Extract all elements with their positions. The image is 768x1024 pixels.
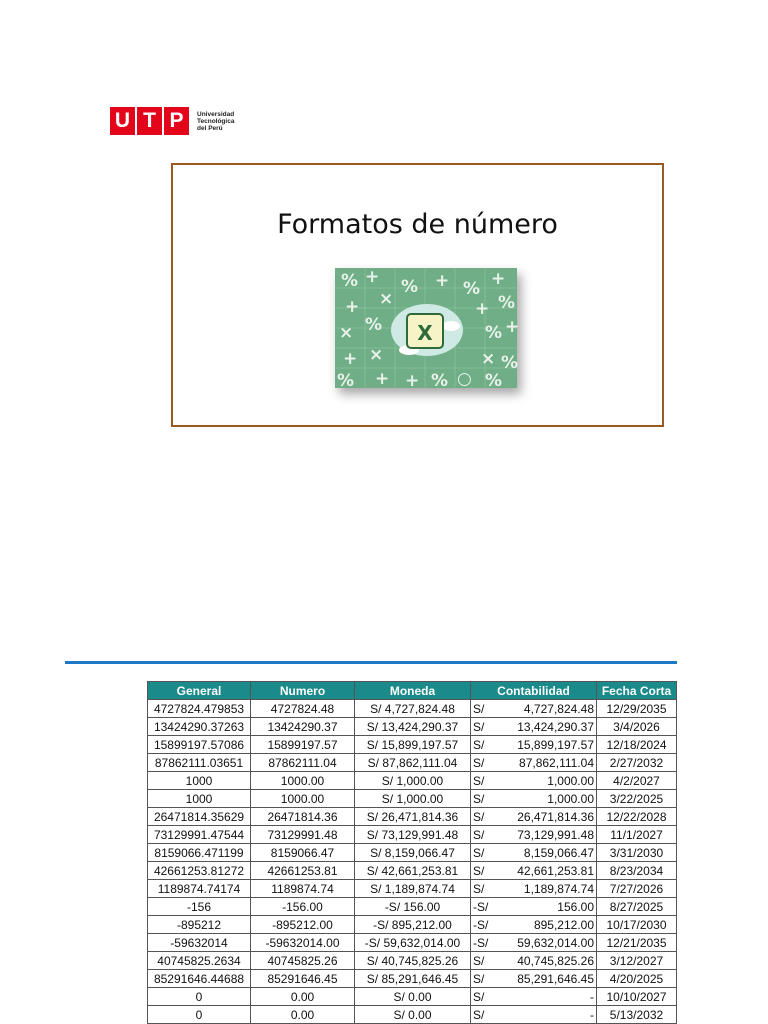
svg-text:%: % xyxy=(431,371,449,391)
cell-fecha-corta: 3/12/2027 xyxy=(597,952,677,970)
cell-contabilidad-amount: 4,727,824.48 xyxy=(495,700,596,718)
cell-general: 13424290.37263 xyxy=(148,718,251,736)
cell-numero: 73129991.48 xyxy=(251,826,355,844)
svg-text:%: % xyxy=(498,293,516,313)
cell-general: 1000 xyxy=(148,772,251,790)
cell-moneda: -S/ 59,632,014.00 xyxy=(355,934,471,952)
cell-contabilidad-symbol: S/ xyxy=(471,790,496,808)
cell-general: 0 xyxy=(148,988,251,1006)
cell-contabilidad-amount: - xyxy=(495,1006,596,1024)
cell-contabilidad-symbol: S/ xyxy=(471,952,496,970)
cell-contabilidad-symbol: S/ xyxy=(471,808,496,826)
cell-general: 8159066.471199 xyxy=(148,844,251,862)
svg-text:+: + xyxy=(405,371,420,391)
cell-contabilidad-amount: 15,899,197.57 xyxy=(495,736,596,754)
utp-logo xyxy=(110,107,234,135)
cell-contabilidad-amount: 13,424,290.37 xyxy=(495,718,596,736)
table-header-row xyxy=(148,682,677,700)
svg-text:+: + xyxy=(365,267,380,287)
logo-line-3: del Perú xyxy=(197,124,223,132)
svg-text:×: × xyxy=(481,349,496,369)
table-row xyxy=(148,880,677,898)
table-body xyxy=(148,700,677,1024)
cell-contabilidad-symbol: -S/ xyxy=(471,916,496,934)
cell-general: 87862111.03651 xyxy=(148,754,251,772)
svg-text:+: + xyxy=(505,317,520,337)
table-row xyxy=(148,1006,677,1024)
cell-contabilidad-amount: 85,291,646.45 xyxy=(495,970,596,988)
svg-text:%: % xyxy=(341,271,359,291)
cell-numero: 4727824.48 xyxy=(251,700,355,718)
cell-numero: 13424290.37 xyxy=(251,718,355,736)
cell-general: -156 xyxy=(148,898,251,916)
svg-text:×: × xyxy=(339,323,354,343)
cell-contabilidad-amount: 1,000.00 xyxy=(495,772,596,790)
cell-general: 4727824.479853 xyxy=(148,700,251,718)
logo-caption xyxy=(197,111,234,132)
cell-general: 15899197.57086 xyxy=(148,736,251,754)
svg-text:%: % xyxy=(401,277,419,297)
cell-contabilidad-symbol: S/ xyxy=(471,718,496,736)
cell-contabilidad-amount: 1,189,874.74 xyxy=(495,880,596,898)
header-general: General xyxy=(148,682,251,700)
cell-moneda: -S/ 156.00 xyxy=(355,898,471,916)
cell-moneda: S/ 1,189,874.74 xyxy=(355,880,471,898)
cell-contabilidad-amount: 73,129,991.48 xyxy=(495,826,596,844)
header-moneda: Moneda xyxy=(355,682,471,700)
cell-numero: 85291646.45 xyxy=(251,970,355,988)
svg-text:%: % xyxy=(365,315,383,335)
cell-fecha-corta: 4/2/2027 xyxy=(597,772,677,790)
cell-numero: 1189874.74 xyxy=(251,880,355,898)
svg-text:+: + xyxy=(345,297,360,317)
cell-moneda: S/ 1,000.00 xyxy=(355,790,471,808)
cell-contabilidad-amount: 156.00 xyxy=(495,898,596,916)
table-row xyxy=(148,934,677,952)
excel-math-illustration xyxy=(335,267,520,391)
cell-moneda: S/ 42,661,253.81 xyxy=(355,862,471,880)
cell-fecha-corta: 2/27/2032 xyxy=(597,754,677,772)
cell-contabilidad-amount: 8,159,066.47 xyxy=(495,844,596,862)
cell-general: 85291646.44688 xyxy=(148,970,251,988)
cell-fecha-corta: 8/27/2025 xyxy=(597,898,677,916)
cell-numero: -156.00 xyxy=(251,898,355,916)
header-contabilidad: Contabilidad xyxy=(471,682,597,700)
cell-contabilidad-symbol: S/ xyxy=(471,880,496,898)
cell-moneda: S/ 85,291,646.45 xyxy=(355,970,471,988)
header-fecha-corta: Fecha Corta xyxy=(597,682,677,700)
cell-contabilidad-symbol: S/ xyxy=(471,988,496,1006)
cell-fecha-corta: 10/17/2030 xyxy=(597,916,677,934)
cell-contabilidad-amount: 40,745,825.26 xyxy=(495,952,596,970)
cell-contabilidad-symbol: S/ xyxy=(471,700,496,718)
cell-contabilidad-symbol: S/ xyxy=(471,970,496,988)
table-row xyxy=(148,916,677,934)
cell-contabilidad-amount: 1,000.00 xyxy=(495,790,596,808)
cell-moneda: S/ 4,727,824.48 xyxy=(355,700,471,718)
table-row xyxy=(148,952,677,970)
cell-moneda: S/ 40,745,825.26 xyxy=(355,952,471,970)
svg-text:%: % xyxy=(485,323,503,343)
cell-numero: -895212.00 xyxy=(251,916,355,934)
cell-fecha-corta: 11/1/2027 xyxy=(597,826,677,844)
cell-contabilidad-amount: 42,661,253.81 xyxy=(495,862,596,880)
divider-line xyxy=(65,661,677,664)
cell-moneda: S/ 0.00 xyxy=(355,988,471,1006)
svg-text:○: ○ xyxy=(457,369,472,389)
cell-contabilidad-amount: 26,471,814.36 xyxy=(495,808,596,826)
cell-contabilidad-symbol: S/ xyxy=(471,1006,496,1024)
number-format-table xyxy=(147,681,677,1024)
logo-line-2: Tecnológica xyxy=(197,117,235,125)
logo-letter-u: U xyxy=(110,107,135,135)
cell-fecha-corta: 3/4/2026 xyxy=(597,718,677,736)
svg-text:+: + xyxy=(475,299,490,319)
cell-fecha-corta: 4/20/2025 xyxy=(597,970,677,988)
cell-moneda: S/ 15,899,197.57 xyxy=(355,736,471,754)
cell-numero: 87862111.04 xyxy=(251,754,355,772)
cell-numero: 1000.00 xyxy=(251,772,355,790)
cell-moneda: S/ 13,424,290.37 xyxy=(355,718,471,736)
cell-general: -59632014 xyxy=(148,934,251,952)
cell-contabilidad-amount: 59,632,014.00 xyxy=(495,934,596,952)
cell-fecha-corta: 3/31/2030 xyxy=(597,844,677,862)
logo-letter-t: T xyxy=(137,107,162,135)
page-title: Formatos de número xyxy=(277,209,558,240)
table-row xyxy=(148,718,677,736)
cell-numero: 15899197.57 xyxy=(251,736,355,754)
cell-numero: -59632014.00 xyxy=(251,934,355,952)
table-row xyxy=(148,790,677,808)
svg-text:×: × xyxy=(379,289,394,309)
cell-fecha-corta: 12/22/2028 xyxy=(597,808,677,826)
svg-text:+: + xyxy=(343,349,358,369)
cell-numero: 8159066.47 xyxy=(251,844,355,862)
table-row xyxy=(148,826,677,844)
cell-general: 73129991.47544 xyxy=(148,826,251,844)
cell-fecha-corta: 5/13/2032 xyxy=(597,1006,677,1024)
cell-numero: 40745825.26 xyxy=(251,952,355,970)
svg-text:%: % xyxy=(485,371,503,391)
table-row xyxy=(148,970,677,988)
cell-moneda: S/ 0.00 xyxy=(355,1006,471,1024)
cell-moneda: -S/ 895,212.00 xyxy=(355,916,471,934)
cell-contabilidad-amount: - xyxy=(495,988,596,1006)
svg-text:%: % xyxy=(337,371,355,391)
cell-contabilidad-symbol: S/ xyxy=(471,772,496,790)
logo-letter-p: P xyxy=(164,107,189,135)
cell-contabilidad-symbol: S/ xyxy=(471,826,496,844)
cell-contabilidad-symbol: S/ xyxy=(471,754,496,772)
cell-fecha-corta: 12/29/2035 xyxy=(597,700,677,718)
cell-fecha-corta: 10/10/2027 xyxy=(597,988,677,1006)
table-row xyxy=(148,736,677,754)
title-card xyxy=(171,163,664,427)
cell-general: -895212 xyxy=(148,916,251,934)
cell-general: 40745825.2634 xyxy=(148,952,251,970)
cell-contabilidad-symbol: -S/ xyxy=(471,934,496,952)
cell-moneda: S/ 73,129,991.48 xyxy=(355,826,471,844)
table-row xyxy=(148,754,677,772)
svg-text:×: × xyxy=(369,345,384,365)
cell-numero: 26471814.36 xyxy=(251,808,355,826)
table-row xyxy=(148,700,677,718)
svg-text:%: % xyxy=(501,353,519,373)
table-row xyxy=(148,844,677,862)
cell-fecha-corta: 8/23/2034 xyxy=(597,862,677,880)
cell-numero: 42661253.81 xyxy=(251,862,355,880)
cell-numero: 0.00 xyxy=(251,988,355,1006)
table-row xyxy=(148,808,677,826)
cell-moneda: S/ 1,000.00 xyxy=(355,772,471,790)
table-row xyxy=(148,898,677,916)
cell-fecha-corta: 3/22/2025 xyxy=(597,790,677,808)
cell-contabilidad-amount: 87,862,111.04 xyxy=(495,754,596,772)
logo-line-1: Universidad xyxy=(197,110,235,118)
excel-x-label: X xyxy=(417,321,433,345)
cell-contabilidad-symbol: S/ xyxy=(471,862,496,880)
svg-text:+: + xyxy=(435,271,450,291)
cell-contabilidad-amount: 895,212.00 xyxy=(495,916,596,934)
table-row xyxy=(148,988,677,1006)
cell-fecha-corta: 7/27/2026 xyxy=(597,880,677,898)
cell-contabilidad-symbol: -S/ xyxy=(471,898,496,916)
cell-fecha-corta: 12/18/2024 xyxy=(597,736,677,754)
cell-moneda: S/ 26,471,814.36 xyxy=(355,808,471,826)
svg-text:%: % xyxy=(463,279,481,299)
svg-text:+: + xyxy=(375,369,390,389)
cell-general: 1189874.74174 xyxy=(148,880,251,898)
cell-general: 42661253.81272 xyxy=(148,862,251,880)
table-row xyxy=(148,862,677,880)
cell-moneda: S/ 87,862,111.04 xyxy=(355,754,471,772)
cell-general: 0 xyxy=(148,1006,251,1024)
svg-text:+: + xyxy=(491,269,506,289)
cell-numero: 0.00 xyxy=(251,1006,355,1024)
cell-fecha-corta: 12/21/2035 xyxy=(597,934,677,952)
cell-general: 1000 xyxy=(148,790,251,808)
cell-numero: 1000.00 xyxy=(251,790,355,808)
cell-contabilidad-symbol: S/ xyxy=(471,844,496,862)
header-numero: Numero xyxy=(251,682,355,700)
cell-general: 26471814.35629 xyxy=(148,808,251,826)
table-row xyxy=(148,772,677,790)
cell-contabilidad-symbol: S/ xyxy=(471,736,496,754)
cell-moneda: S/ 8,159,066.47 xyxy=(355,844,471,862)
